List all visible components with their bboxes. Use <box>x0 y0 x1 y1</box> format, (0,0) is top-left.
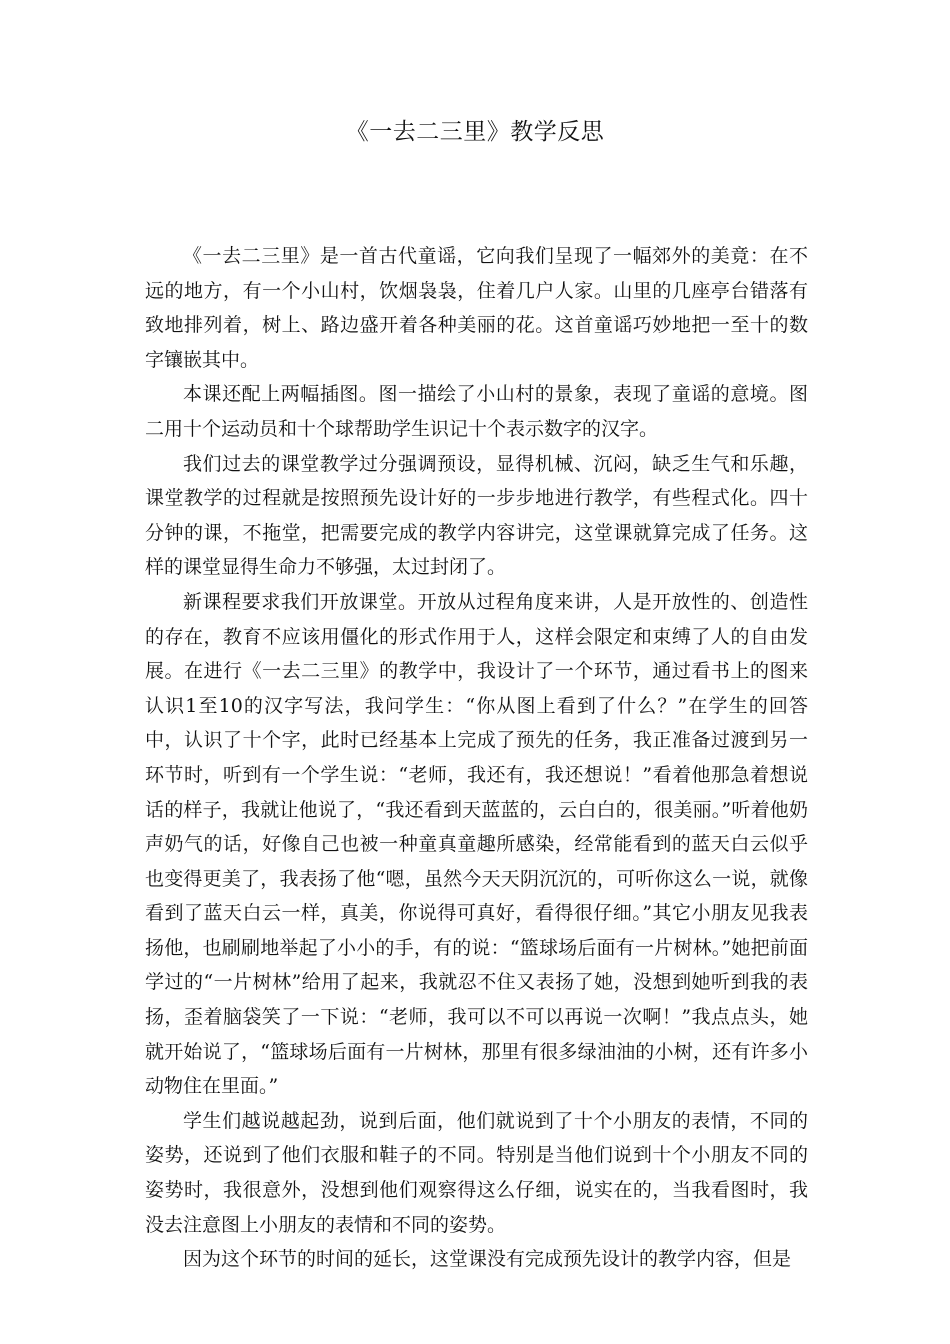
paragraph-4: 新课程要求我们开放课堂。开放从过程角度来讲，人是开放性的、创造性的存在，教育不应该用僵化的形式作用于人，这样会限定和束缚了人的自由发展。在进行《一去二三里》的教学中，我设计了一个环节，通过看书上的图来认识1至10的汉字写法，我问学生：“你从图上看到了什么？”在学生的回答中，认识了十个字，此时已经基本上完成了预先的任务，我正准备过渡到另一环节时，听到有一个学生说：“老师，我还有，我还想说！”看着他那急着想说话的样子，我就让他说了，“我还看到天蓝蓝的，云白白的，很美丽。”听着他奶声奶气的话，好像自己也被一种童真童趣所感染，经常能看到的蓝天白云似乎也变得更美了，我表扬了他“嗯，虽然今天天阴沉沉的，可听你这么一说，就像看到了蓝天白云一样，真美，你说得可真好，看得很仔细。”其它小朋友见我表扬他，也刷刷地举起了小小的手，有的说：“篮球场后面有一片树林。”她把前面学过的“一片树林”给用了起来，我就忍不住又表扬了她，没想到她听到我的表扬，歪着脑袋笑了一下说：“老师，我可以不可以再说一次啊！”我点点头，她就开始说了，“篮球场后面有一片树林，那里有很多绿油油的小树，还有许多小动物住在里面。” <box>145 590 808 1098</box>
paragraph-2: 本课还配上两幅插图。图一描绘了小山村的景象，表现了童谣的意境。图二用十个运动员和十个球帮助学生识记十个表示数字的汉字。 <box>145 383 808 440</box>
paragraph-1: 《一去二三里》是一首古代童谣，它向我们呈现了一幅郊外的美竟：在不远的地方，有一个小山村，饮烟袅袅，住着几户人家。山里的几座亭台错落有致地排列着，树上、路边盛开着各种美丽的花。这首童谣巧妙地把一至十的数字镶嵌其中。 <box>145 245 808 371</box>
paragraph-5: 学生们越说越起劲，说到后面，他们就说到了十个小朋友的表情，不同的姿势，还说到了他们衣服和鞋子的不同。特别是当他们说到十个小朋友不同的姿势时，我很意外，没想到他们观察得这么仔细，说实在的，当我看图时，我没去注意图上小朋友的表情和不同的姿势。 <box>145 1109 808 1236</box>
paragraph-6: 因为这个环节的时间的延长，这堂课没有完成预先设计的教学内容，但是 <box>183 1248 792 1271</box>
document-body <box>145 239 808 1277</box>
document-title: 《一去二三里》教学反思 <box>345 119 605 145</box>
paragraph-3: 我们过去的课堂教学过分强调预设，显得机械、沉闷，缺乏生气和乐趣，课堂教学的过程就是按照预先设计好的一步步地进行教学，有些程式化。四十分钟的课，不拖堂，把需要完成的教学内容讲完，这堂课就算完成了任务。这样的课堂显得生命力不够强，太过封闭了。 <box>145 452 808 579</box>
